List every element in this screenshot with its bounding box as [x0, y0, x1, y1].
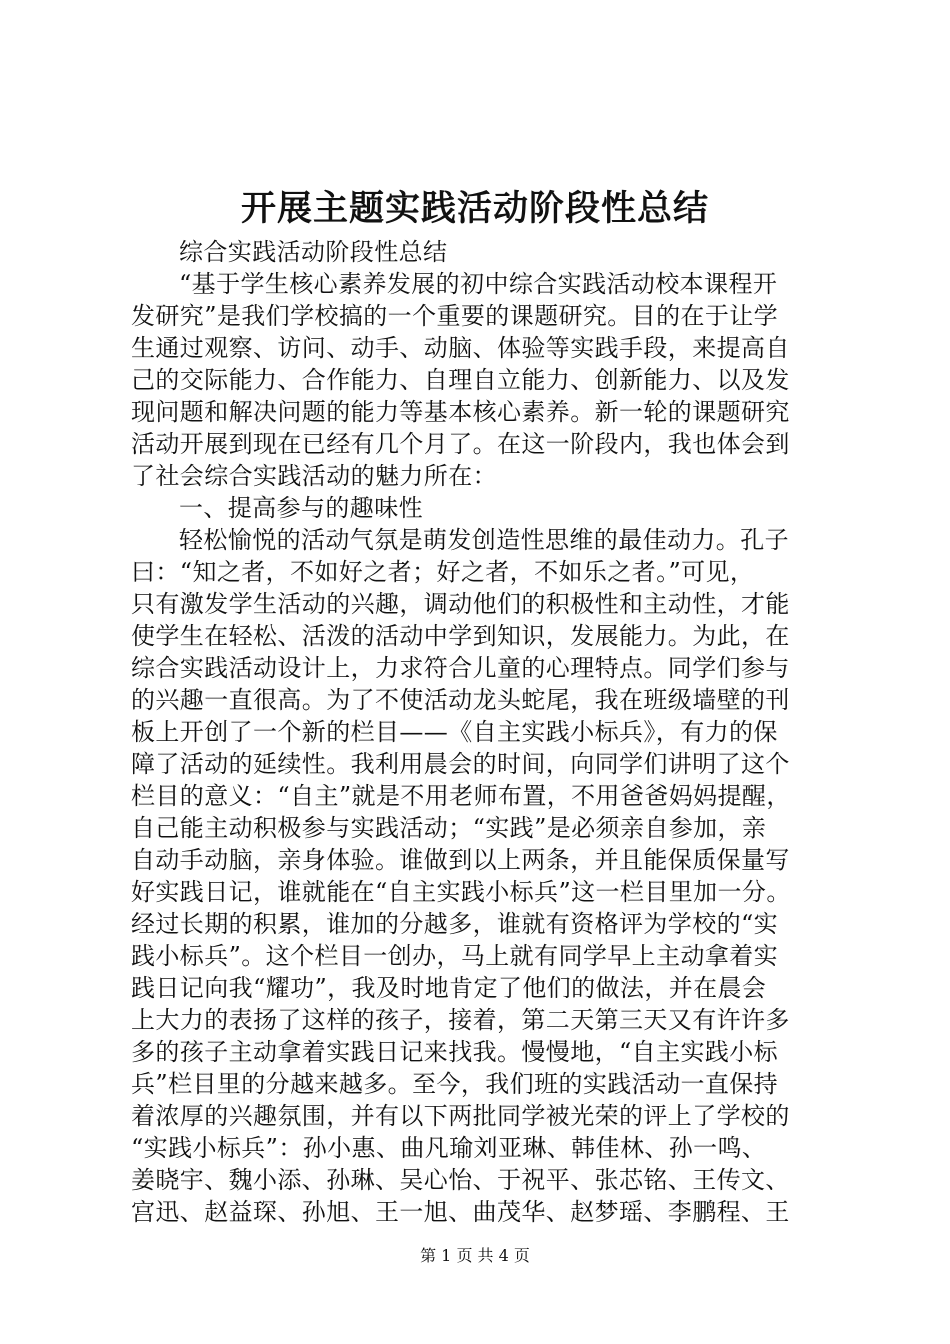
text-line: 多的孩子主动拿着实践日记来找我。慢慢地，“自主实践小标	[131, 1038, 779, 1066]
text-line: 践小标兵”。这个栏目一创办，马上就有同学早上主动拿着实	[131, 942, 779, 970]
text-line: 上大力的表扬了这样的孩子，接着，第二天第三天又有许许多	[131, 1006, 790, 1034]
page-title: 开展主题实践活动阶段性总结	[240, 188, 709, 229]
text-line: 生通过观察、访问、动手、动脑、体验等实践手段，来提高自	[131, 334, 790, 362]
text-line: 自动手动脑，亲身体验。谁做到以上两条，并且能保质保量写	[131, 846, 790, 874]
text-line: 的兴趣一直很高。为了不使活动龙头蛇尾，我在班级墙壁的刊	[131, 686, 790, 714]
text-line: 己的交际能力、合作能力、自理自立能力、创新能力、以及发	[131, 366, 790, 394]
text-line: 综合实践活动设计上，力求符合儿童的心理特点。同学们参与	[131, 654, 790, 682]
text-line: 栏目的意义：“自主”就是不用老师布置，不用爸爸妈妈提醒，	[131, 782, 791, 810]
text-line: 着浓厚的兴趣氛围，并有以下两批同学被光荣的评上了学校的	[131, 1102, 790, 1130]
text-line: 只有激发学生活动的兴趣，调动他们的积极性和主动性，才能	[131, 590, 790, 618]
text-line: 活动开展到现在已经有几个月了。在这一阶段内，我也体会到	[131, 430, 790, 458]
document-body	[131, 236, 831, 1228]
text-line: 发研究”是我们学校搞的一个重要的课题研究。目的在于让学	[131, 302, 779, 330]
text-line: 一、提高参与的趣味性	[179, 494, 423, 522]
text-line: 宫迅、赵益琛、孙旭、王一旭、曲茂华、赵梦瑶、李鹏程、王	[131, 1198, 790, 1226]
text-line: 好实践日记，谁就能在“自主实践小标兵”这一栏目里加一分。	[131, 878, 791, 906]
text-line: 了社会综合实践活动的魅力所在：	[131, 462, 497, 490]
text-line: “实践小标兵”：孙小惠、曲凡瑜刘亚琳、韩佳林、孙一鸣、	[131, 1134, 767, 1162]
text-line: 践日记向我“耀功”，我及时地肯定了他们的做法，并在晨会	[131, 974, 767, 1002]
text-line: “基于学生核心素养发展的初中综合实践活动校本课程开	[179, 270, 778, 298]
page-footer: 第 1 页 共 4 页	[420, 1246, 530, 1265]
text-line: 经过长期的积累，谁加的分越多，谁就有资格评为学校的“实	[131, 910, 779, 938]
text-line: 现问题和解决问题的能力等基本核心素养。新一轮的课题研究	[131, 398, 790, 426]
text-line: 姜晓宇、魏小添、孙琳、吴心怡、于祝平、张芯铭、王传文、	[131, 1166, 790, 1194]
text-line: 曰：“知之者，不如好之者；好之者，不如乐之者。”可见，	[131, 558, 755, 586]
text-line: 板上开创了一个新的栏目——《自主实践小标兵》，有力的保	[131, 718, 778, 746]
text-line: 兵”栏目里的分越来越多。至今，我们班的实践活动一直保持	[131, 1070, 779, 1098]
text-line: 综合实践活动阶段性总结	[179, 238, 448, 266]
text-line: 使学生在轻松、活泼的活动中学到知识，发展能力。为此，在	[131, 622, 790, 650]
text-line: 自己能主动积极参与实践活动；“实践”是必须亲自参加，亲	[131, 814, 767, 842]
text-line: 轻松愉悦的活动气氛是萌发创造性思维的最佳动力。孔子	[179, 526, 789, 554]
text-line: 障了活动的延续性。我利用晨会的时间，向同学们讲明了这个	[131, 750, 790, 778]
